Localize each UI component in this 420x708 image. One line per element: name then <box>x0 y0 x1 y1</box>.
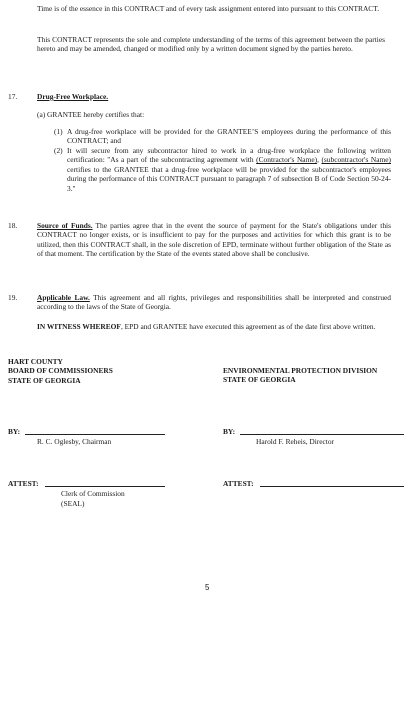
right-party-line-1: ENVIRONMENTAL PROTECTION DIVISION <box>223 366 378 375</box>
section-19-text: Applicable Law. This agreement and all rights, privileges and responsibilities shall be interpreted and construed according to the laws of the State of Georgia. <box>37 293 391 312</box>
left-party-line-3: STATE OF GEORGIA <box>8 375 81 385</box>
right-party-block <box>223 366 377 385</box>
section-17-title: Drug-Free Workplace. <box>37 92 109 101</box>
section-18-title: Source of Funds. <box>37 221 93 230</box>
section-17-item-2-number: (2) <box>54 146 63 155</box>
section-18-number: 18. <box>8 221 18 230</box>
left-attest-line <box>45 486 165 487</box>
section-17-number: 17. <box>8 92 18 101</box>
left-by-label: BY: <box>8 427 21 436</box>
section-18-text: Source of Funds. The parties agree that in the event the source of payment for the State's obligations under this CONTRACT no longer exists, or is insufficient to pay for the purposes and activities for which this grant is to be utilized, then this CONTRACT shall, in the sole discretion of EPD, terminate without further obligation of the State as of that moment. The certification by the State of the events stated above shall be conclusive. <box>37 221 391 259</box>
contract-understanding-paragraph: This CONTRACT represents the sole and complete understanding of the terms of this agreement between the parties hereto and may be amended, changed or modified only by a written document signed by the parties hereto. <box>37 35 385 54</box>
right-signer-name: Harold F. Reheis, Director <box>256 437 335 446</box>
section-17-item-1: A drug-free workplace will be provided for the GRANTEE’S employees during the performance of this CONTRACT; and <box>67 127 391 146</box>
right-attest-line <box>260 486 404 487</box>
witness-clause: IN WITNESS WHEREOF, EPD and GRANTEE have executed this agreement as of the date first above written. <box>37 322 376 331</box>
section-17-subsection-a: (a) GRANTEE hereby certifies that: <box>37 110 145 119</box>
section-19-title: Applicable Law. <box>37 293 90 302</box>
section-17-item-1-number: (1) <box>54 127 63 136</box>
seal-label: (SEAL) <box>61 499 85 508</box>
page-number: 5 <box>205 583 210 592</box>
section-17-item-2: It will secure from any subcontractor hired to work in a drug-free workplace the following written certification: "As a part of the subcontracting agreement with (Contractor's Name), (subcontractor's Name) certifies to the GRANTEE that a drug-free workplace will be provided for the subcontractor's employees during the performance of this CONTRACT pursuant to paragraph 7 of subsection B of Code Section 50-24-3." <box>67 146 391 193</box>
top-line: Time is of the essence in this CONTRACT and of every task assignment entered into pursuant to this CONTRACT. <box>37 4 380 13</box>
right-attest-label: ATTEST: <box>223 479 254 488</box>
right-signature-line <box>240 434 404 435</box>
left-signer-name: R. C. Oglesby, Chairman <box>37 437 112 446</box>
left-party-line-1: HART COUNTY <box>8 357 63 366</box>
left-party-line-2: BOARD OF COMMISSIONERS <box>8 366 113 376</box>
section-19-number: 19. <box>8 293 18 302</box>
left-party-block <box>8 357 113 385</box>
clerk-label: Clerk of Commission <box>61 489 125 498</box>
left-attest-label: ATTEST: <box>8 479 39 488</box>
contractor-name-placeholder: (Contractor's Name) <box>256 155 318 165</box>
right-by-label: BY: <box>223 427 236 436</box>
subcontractor-name-placeholder: (subcontractor's Name) <box>321 155 391 165</box>
left-signature-line <box>25 434 165 435</box>
right-party-line-2: STATE OF GEORGIA <box>223 375 296 385</box>
